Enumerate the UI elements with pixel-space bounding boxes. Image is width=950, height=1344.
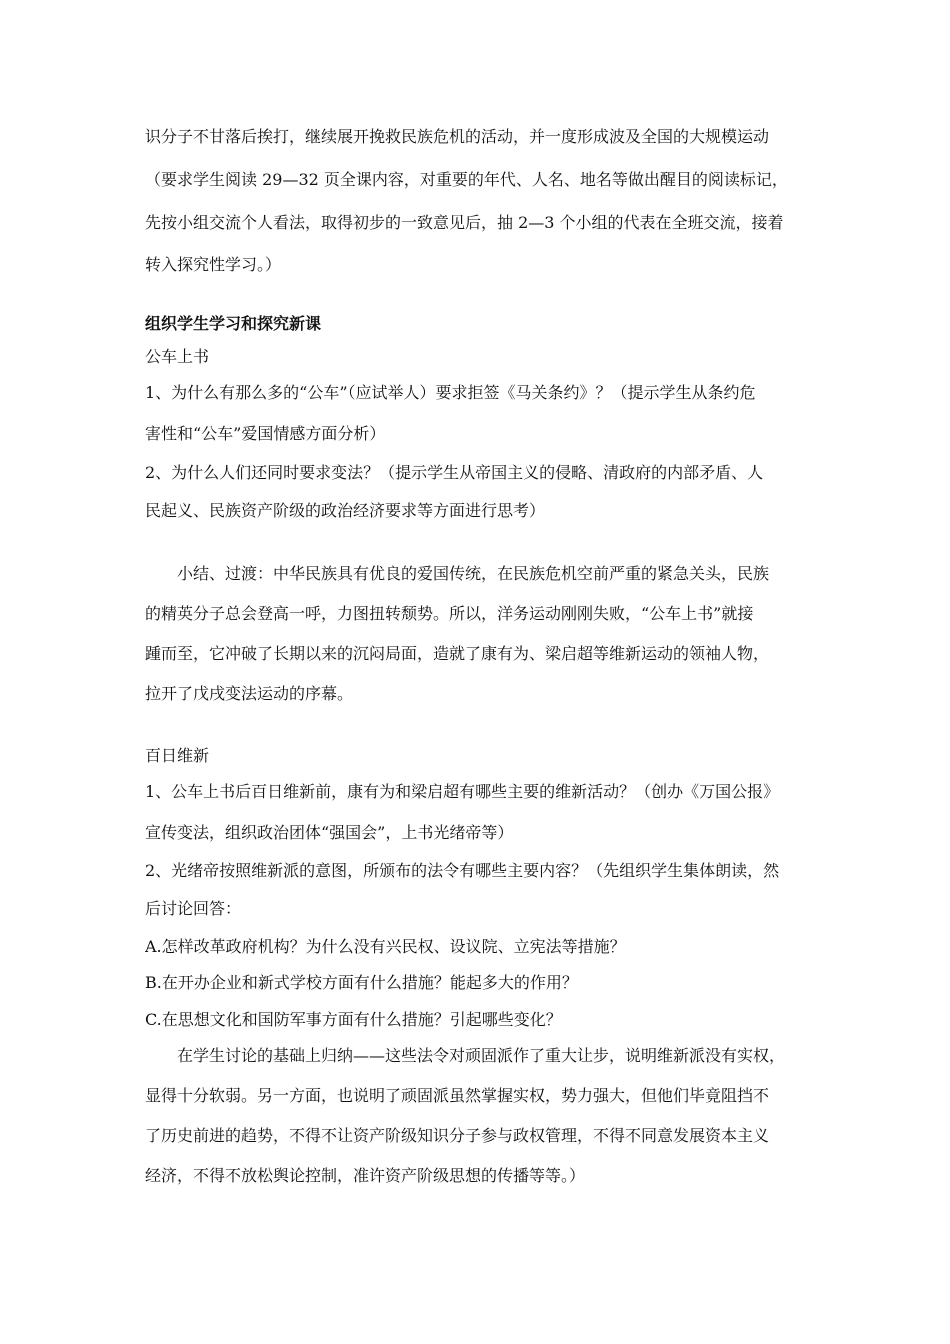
intro-line: 先按小组交流个人看法，取得初步的一致意见后，抽 2—3 个小组的代表在全班交流，接着: [145, 213, 784, 232]
summary-line: 小结、过渡：中华民族具有优良的爱国传统，在民族危机空前严重的紧急关头，民族: [177, 564, 770, 583]
section-heading: 组织学生学习和探究新课: [145, 314, 322, 333]
option-item: B.在开办企业和新式学校方面有什么措施？能起多大的作用？: [145, 973, 578, 992]
intro-line: 识分子不甘落后挨打，继续展开挽救民族危机的活动，并一度形成波及全国的大规模运动: [145, 127, 770, 146]
option-item: C.在思想文化和国防军事方面有什么措施？引起哪些变化？: [145, 1010, 562, 1029]
subsection-title-bairi: 百日维新: [145, 746, 210, 765]
question-line: 宣传变法，组织政治团体“强国会”，上书光绪帝等）: [145, 823, 514, 842]
question-line: 1、公车上书后百日维新前，康有为和梁启超有哪些主要的维新活动？（创办《万国公报》: [145, 782, 780, 801]
question-line: 民起义、民族资产阶级的政治经济要求等方面进行思考）: [145, 501, 546, 520]
question-line: 1、为什么有那么多的“公车”（应试举人）要求拒签《马关条约》？（提示学生从条约危: [145, 383, 756, 402]
summary-line: 拉开了戊戌变法运动的序幕。: [145, 684, 354, 703]
summary-line: 在学生讨论的基础上归纳——这些法令对顽固派作了重大让步，说明维新派没有实权，: [177, 1046, 786, 1065]
question-line: 2、为什么人们还同时要求变法？（提示学生从帝国主义的侵略、清政府的内部矛盾、人: [145, 463, 764, 482]
intro-line: 转入探究性学习。）: [145, 255, 282, 274]
summary-line: 的精英分子总会登高一呼，力图扭转颓势。所以，洋务运动刚刚失败，“公车上书”就接: [145, 604, 754, 623]
summary-line: 显得十分软弱。另一方面，也说明了顽固派虽然掌握实权，势力强大，但他们毕竟阻挡不: [145, 1086, 770, 1105]
question-line: 后讨论回答：: [145, 899, 242, 918]
intro-line: （要求学生阅读 29—32 页全课内容，对重要的年代、人名、地名等做出醒目的阅读标记，: [145, 170, 788, 189]
question-line: 2、光绪帝按照维新派的意图，所颁布的法令有哪些主要内容？（先组织学生集体朗读，然: [145, 861, 780, 880]
subsection-title-gongche: 公车上书: [145, 347, 210, 366]
summary-line: 踵而至，它冲破了长期以来的沉闷局面，造就了康有为、梁启超等维新运动的领袖人物，: [145, 644, 770, 663]
option-item: A.怎样改革政府机构？为什么没有兴民权、设议院、立宪法等措施？: [145, 937, 626, 956]
summary-line: 了历史前进的趋势，不得不让资产阶级知识分子参与政权管理，不得不同意发展资本主义: [145, 1126, 770, 1145]
question-line: 害性和“公车”爱国情感方面分析）: [145, 424, 386, 443]
summary-line: 经济，不得不放松舆论控制，准许资产阶级思想的传播等等。）: [145, 1166, 586, 1185]
